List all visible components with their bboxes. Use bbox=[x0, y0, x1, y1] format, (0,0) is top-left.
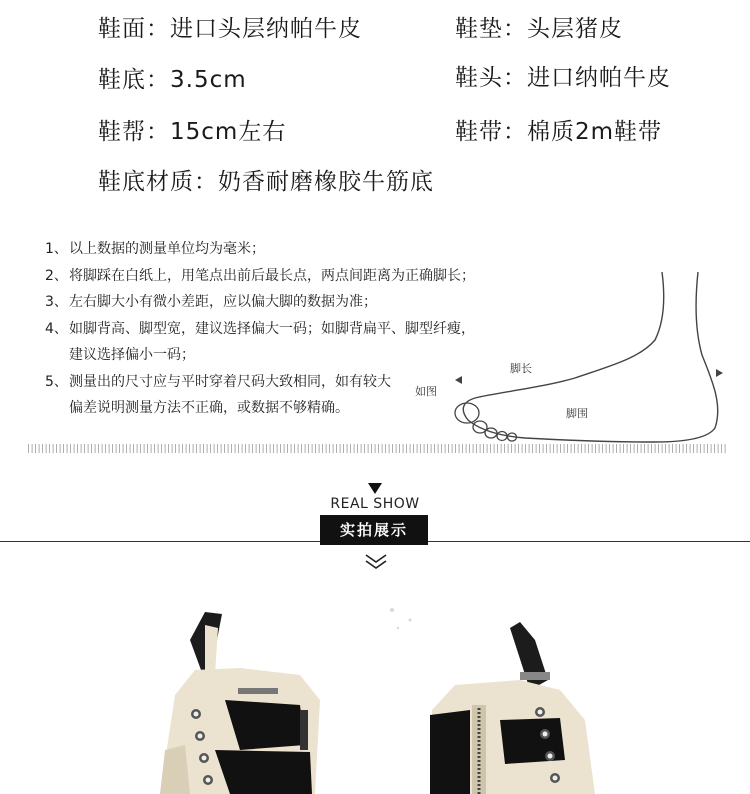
section-title-english: REAL SHOW bbox=[330, 496, 420, 512]
foot-length-label: 脚长 bbox=[510, 362, 532, 375]
spec-upper: 鞋面：进口头层纳帕牛皮 bbox=[98, 16, 362, 42]
spec-insole: 鞋垫：头层猪皮 bbox=[455, 16, 623, 42]
measuring-ruler bbox=[28, 440, 728, 462]
background-speckles bbox=[390, 608, 412, 629]
measurement-notes bbox=[45, 236, 475, 422]
section-title-badge: 实拍展示 bbox=[320, 515, 428, 545]
foot-outline-diagram bbox=[440, 270, 740, 450]
note-item: 2、 将脚踩在白纸上，用笔点出前后最长点，两点间距离为正确脚长； bbox=[45, 267, 475, 284]
spec-sole-material: 鞋底材质：奶香耐磨橡胶牛筋底 bbox=[98, 169, 434, 195]
spec-shaft: 鞋帮：15cm左右 bbox=[98, 119, 287, 145]
note-item: 1、 以上数据的测量单位均为毫米； bbox=[45, 241, 265, 257]
right-boot-image bbox=[430, 622, 595, 794]
left-boot-image bbox=[160, 612, 320, 794]
product-photo-boots bbox=[0, 580, 750, 794]
spec-toe: 鞋头：进口纳帕牛皮 bbox=[455, 65, 671, 91]
spec-sole-height: 鞋底：3.5cm bbox=[98, 67, 247, 93]
spec-laces: 鞋带：棉质2m鞋带 bbox=[455, 119, 663, 145]
note-item: 4、 如脚背高、脚型宽，建议选择偏大一码；如脚背扁平、脚型纤瘦， 建议选择偏小一码； bbox=[45, 320, 475, 363]
double-chevron-down-icon bbox=[363, 553, 389, 571]
foot-side-label: 如图 bbox=[415, 385, 437, 398]
foot-girth-label: 脚围 bbox=[566, 407, 588, 420]
marker-triangle-icon bbox=[365, 483, 385, 495]
note-item: 3、 左右脚大小有微小差距，应以偏大脚的数据为准； bbox=[45, 294, 377, 310]
note-item: 5、 测量出的尺寸应与平时穿着尺码大致相同，如有较大 偏差说明测量方法不正确，或数据不够精确。 bbox=[45, 373, 391, 416]
